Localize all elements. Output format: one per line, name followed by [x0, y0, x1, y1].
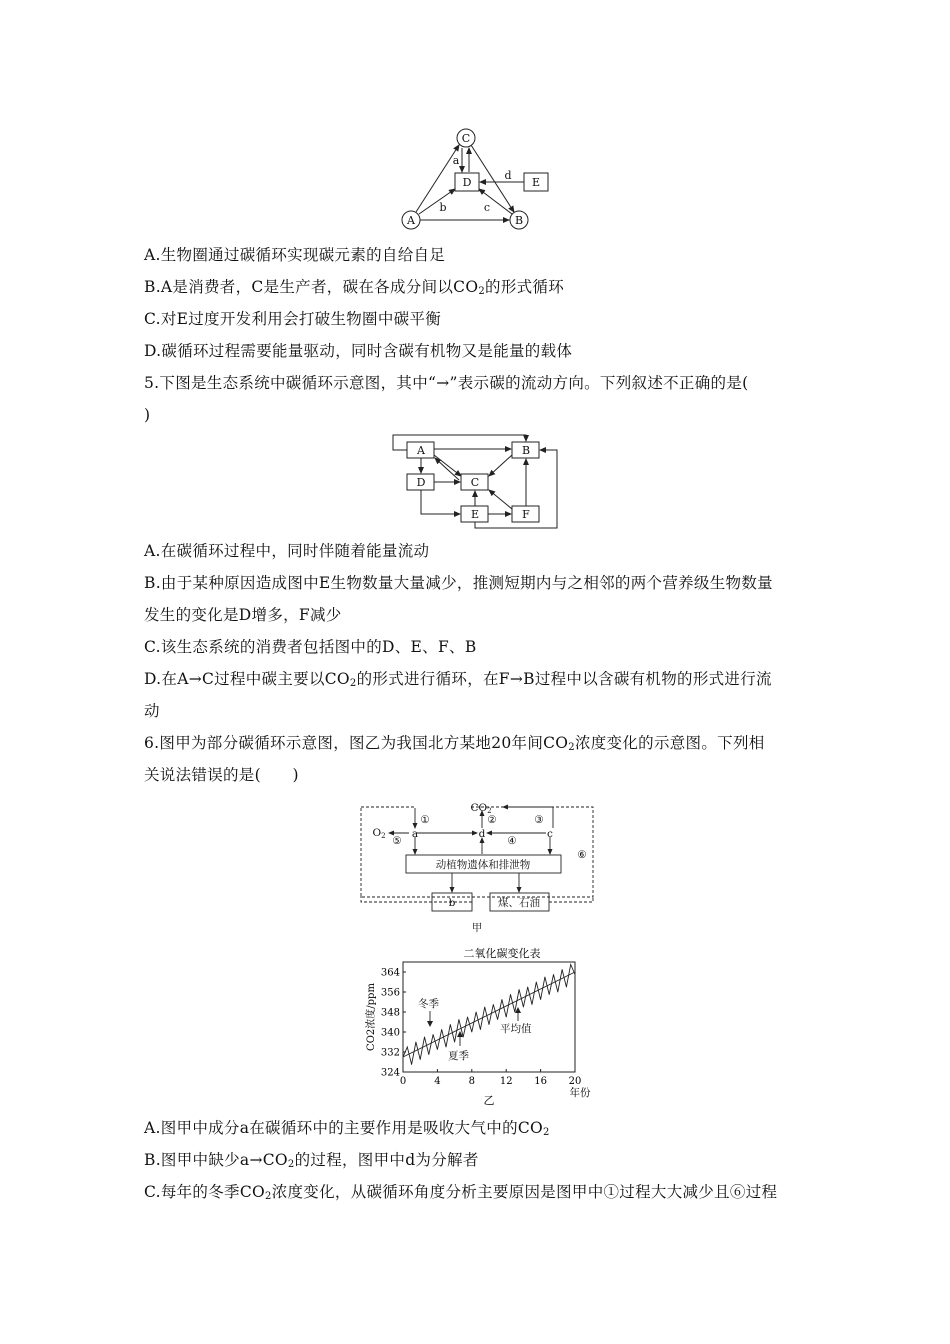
co2-data-point: [510, 994, 511, 995]
series-mean-line: [403, 972, 575, 1057]
label-d: D: [462, 176, 472, 189]
label-f: F: [522, 508, 530, 521]
co2-data-point: [562, 969, 563, 970]
q5-stem-line2: ): [144, 406, 151, 424]
co2-data-point: [557, 992, 558, 993]
edge-label-a: a: [452, 154, 460, 167]
label-e: E: [470, 508, 480, 521]
label-process-5: ⑤: [392, 835, 402, 847]
co2-data-point: [540, 999, 541, 1000]
label-c: c: [547, 828, 553, 840]
co2-data-point: [519, 989, 520, 990]
co2-data-point: [433, 1034, 434, 1035]
co2-data-point: [523, 1007, 524, 1008]
label-c: C: [470, 476, 480, 489]
label-process-1: ①: [420, 814, 430, 826]
chart-y-axis-label: CO2浓度/ppm: [366, 983, 377, 1051]
co2-data-point: [428, 1054, 429, 1055]
y-tick-label: 364: [380, 967, 400, 979]
edge-e-to-b-outer: [475, 450, 557, 528]
annotation-mean: 平均值: [500, 1023, 532, 1035]
q4-option-d: D.碳循环过程需要能量驱动，同时含碳有机物又是能量的载体: [144, 342, 573, 360]
q5-stem-line1: 5.下图是生态系统中碳循环示意图，其中“→”表示碳的流动方向。下列叙述不正确的是(: [144, 374, 749, 392]
co2-data-point: [536, 982, 537, 983]
co2-data-point: [480, 1029, 481, 1030]
co2-data-point: [454, 1042, 455, 1043]
annotation-winter: 冬季: [418, 998, 439, 1010]
label-process-6: ⑥: [577, 849, 587, 861]
q4-option-b: B.A是消费者，C是生产者，碳在各成分间以$CO_2$的形式循环: [144, 278, 565, 297]
edge-a-to-c: [434, 455, 461, 476]
co2-data-point: [459, 1019, 460, 1020]
edge-label-c: c: [483, 201, 491, 214]
co2-data-point: [527, 987, 528, 988]
co2-data-point: [566, 987, 567, 988]
x-tick-label: 0: [399, 1076, 407, 1087]
co2-data-point: [424, 1037, 425, 1038]
co2-data-point: [476, 1012, 477, 1013]
co2-data-point: [493, 1004, 494, 1005]
q6-stem-line1: 6.图甲为部分碳循环示意图，图乙为我国北方某地20年间$CO_2$浓度变化的示意图。下列相: [144, 734, 765, 753]
label-b: B: [514, 214, 524, 227]
co2-data-point: [471, 1032, 472, 1033]
x-tick-label: 8: [468, 1076, 475, 1087]
co2-data-point: [532, 1004, 533, 1005]
x-tick-label: 12: [499, 1076, 513, 1087]
edge-c-to-co2: [503, 807, 553, 828]
label-e: E: [531, 176, 541, 189]
label-process-3: ③: [534, 814, 544, 826]
x-tick-label: 20: [568, 1076, 582, 1087]
carbon-cycle-diagram-2: [391, 433, 561, 531]
label-a: A: [407, 214, 415, 227]
x-tick-label: 4: [434, 1076, 441, 1087]
label-o2: O2: [372, 827, 386, 840]
edge-label-b: b: [439, 201, 447, 214]
y-tick-label: 348: [380, 1007, 400, 1019]
co2-data-point: [489, 1024, 490, 1025]
label-process-4: ④: [507, 835, 517, 847]
caption-yi: 乙: [483, 1094, 495, 1107]
co2-data-point: [416, 1042, 417, 1043]
q4-option-c: C.对E过度开发利用会打破生物圈中碳平衡: [144, 310, 442, 328]
edge-a-to-d: [419, 189, 455, 214]
co2-data-point: [549, 994, 550, 995]
y-tick-label: 340: [380, 1027, 400, 1039]
q5-option-b-line1: B.由于某种原因造成图中E生物数量大量减少，推测短期内与之相邻的两个营养级生物数量: [144, 574, 773, 592]
co2-data-point: [545, 977, 546, 978]
co2-data-point: [420, 1059, 421, 1060]
co2-data-point: [553, 974, 554, 975]
co2-data-point: [411, 1064, 412, 1065]
caption-jia: 甲: [471, 922, 483, 934]
y-tick-label: 332: [380, 1047, 400, 1059]
co2-data-point: [403, 1057, 404, 1058]
co2-data-point: [514, 1012, 515, 1013]
q5-option-b-line2: 发生的变化是D增多，F减少: [144, 606, 342, 624]
edge-c-to-a: [435, 458, 459, 480]
q5-option-d-line1: D.在A→C过程中碳主要以$CO_2$的形式进行循环，在F→B过程中以含碳有机物的形式进行流: [144, 670, 772, 689]
carbon-cycle-diagram-1: [395, 126, 560, 234]
label-c: C: [461, 132, 471, 145]
co2-data-point: [407, 1047, 408, 1048]
label-b: B: [521, 444, 531, 457]
q4-option-a: A.生物圈通过碳循环实现碳元素的自给自足: [144, 246, 446, 264]
co2-data-point: [437, 1049, 438, 1050]
label-d: D: [416, 476, 426, 489]
q5-option-c: C.该生态系统的消费者包括图中的D、E、F、B: [144, 638, 477, 656]
label-a: A: [417, 444, 425, 457]
co2-data-point: [441, 1029, 442, 1030]
chart-title: 二氧化碳变化表: [463, 947, 541, 960]
edge-label-d: d: [504, 169, 512, 182]
label-process-2: ②: [487, 814, 497, 826]
x-tick-label: 16: [534, 1076, 547, 1087]
edge-f-to-c: [489, 490, 512, 509]
co2-data-point: [575, 974, 576, 975]
label-d: d: [478, 828, 486, 840]
annotation-summer: 夏季: [448, 1050, 469, 1062]
label-b: b: [448, 897, 456, 909]
carbon-cycle-diagram-jia: [357, 795, 597, 935]
fossil-fuel-label: 煤、石油: [498, 897, 540, 909]
chart-x-axis-label: 年份: [569, 1087, 591, 1099]
chart-plot-frame: [403, 962, 575, 1072]
q6-option-a: A.图甲中成分a在碳循环中的主要作用是吸收大气中的$CO_2$: [144, 1119, 550, 1138]
co2-data-point: [506, 1017, 507, 1018]
q5-option-a: A.在碳循环过程中，同时伴随着能量流动: [144, 542, 430, 560]
q6-option-c: C.每年的冬季$CO_2$浓度变化，从碳循环角度分析主要原因是图甲中①过程大大减少且⑥过程: [144, 1183, 778, 1202]
edge-d-to-e: [421, 490, 460, 514]
q6-stem-line2: 关说法错误的是( ): [144, 766, 299, 784]
co2-data-point: [446, 1047, 447, 1048]
co2-data-point: [467, 1017, 468, 1018]
remains-label: 动植物遗体和排泄物: [435, 859, 531, 871]
y-tick-label: 356: [380, 987, 400, 999]
co2-data-point: [570, 964, 571, 965]
label-co2: CO2: [470, 802, 492, 815]
co2-data-point: [497, 1019, 498, 1020]
dashed-boundary: [361, 807, 593, 897]
co2-concentration-chart: [360, 942, 605, 1107]
q5-option-d-line2: 动: [144, 702, 160, 720]
y-tick-label: 324: [380, 1067, 400, 1079]
co2-data-point: [502, 999, 503, 1000]
label-a: a: [411, 828, 419, 840]
co2-data-point: [450, 1024, 451, 1025]
co2-data-point: [484, 1007, 485, 1008]
q6-option-b: B.图甲中缺少$a\to CO_2$的过程，图甲中d为分解者: [144, 1151, 479, 1170]
edge-b-to-c: [489, 455, 512, 476]
